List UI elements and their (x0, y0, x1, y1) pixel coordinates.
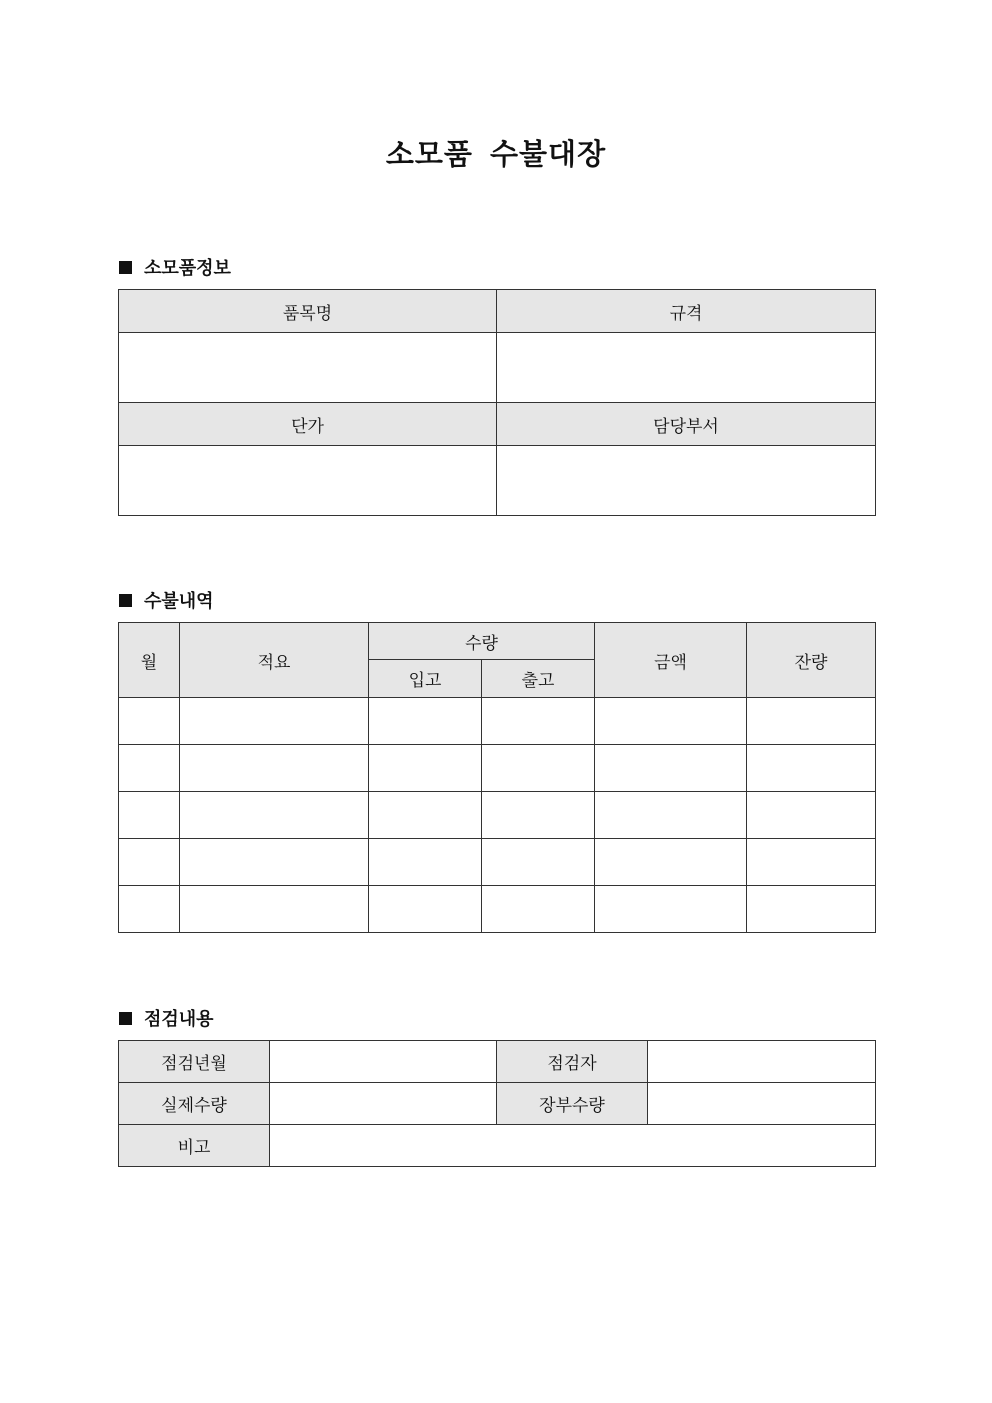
inspector-field[interactable] (648, 1041, 876, 1083)
amount-cell[interactable] (595, 886, 747, 933)
month-header: 월 (119, 623, 180, 698)
out-cell[interactable] (482, 745, 595, 792)
actual-qty-field[interactable] (270, 1083, 497, 1125)
section-heading-info (119, 254, 231, 280)
spec-field[interactable] (497, 333, 876, 403)
month-cell[interactable] (119, 792, 180, 839)
inspection-date-label: 점검년월 (119, 1041, 270, 1083)
document-title: 소모품 수불대장 (385, 137, 607, 171)
month-cell[interactable] (119, 745, 180, 792)
in-cell[interactable] (369, 886, 482, 933)
book-qty-label: 장부수량 (497, 1083, 648, 1125)
summary-cell[interactable] (180, 698, 369, 745)
section-heading-label: 소모품정보 (144, 258, 231, 279)
out-cell[interactable] (482, 792, 595, 839)
table-row (119, 745, 876, 792)
department-field[interactable] (497, 446, 876, 516)
summary-cell[interactable] (180, 886, 369, 933)
table-row (119, 839, 876, 886)
unit-price-field[interactable] (119, 446, 497, 516)
remarks-field[interactable] (270, 1125, 876, 1167)
month-cell[interactable] (119, 698, 180, 745)
info-table (118, 289, 876, 516)
out-header: 출고 (482, 660, 595, 698)
table-row (119, 792, 876, 839)
amount-header: 금액 (595, 623, 747, 698)
square-bullet-icon (119, 594, 132, 607)
in-header: 입고 (369, 660, 482, 698)
inspector-label: 점검자 (497, 1041, 648, 1083)
in-cell[interactable] (369, 792, 482, 839)
department-label: 담당부서 (497, 403, 876, 446)
inspection-table (118, 1040, 876, 1167)
amount-cell[interactable] (595, 792, 747, 839)
amount-cell[interactable] (595, 745, 747, 792)
actual-qty-label: 실제수량 (119, 1083, 270, 1125)
out-cell[interactable] (482, 886, 595, 933)
out-cell[interactable] (482, 839, 595, 886)
balance-cell[interactable] (747, 745, 876, 792)
item-name-field[interactable] (119, 333, 497, 403)
amount-cell[interactable] (595, 839, 747, 886)
unit-price-label: 단가 (119, 403, 497, 446)
balance-cell[interactable] (747, 886, 876, 933)
square-bullet-icon (119, 261, 132, 274)
spec-label: 규격 (497, 290, 876, 333)
summary-cell[interactable] (180, 792, 369, 839)
in-cell[interactable] (369, 745, 482, 792)
balance-cell[interactable] (747, 792, 876, 839)
inspection-date-field[interactable] (270, 1041, 497, 1083)
book-qty-field[interactable] (648, 1083, 876, 1125)
section-heading-label: 수불내역 (144, 591, 214, 612)
section-heading-label: 점검내용 (144, 1009, 214, 1030)
balance-cell[interactable] (747, 698, 876, 745)
amount-cell[interactable] (595, 698, 747, 745)
section-heading-ledger (119, 587, 214, 613)
summary-header: 적요 (180, 623, 369, 698)
balance-header: 잔량 (747, 623, 876, 698)
quantity-header: 수량 (369, 623, 595, 660)
section-heading-inspection (119, 1005, 214, 1031)
summary-cell[interactable] (180, 745, 369, 792)
in-cell[interactable] (369, 698, 482, 745)
ledger-table (118, 622, 876, 933)
square-bullet-icon (119, 1012, 132, 1025)
month-cell[interactable] (119, 886, 180, 933)
in-cell[interactable] (369, 839, 482, 886)
table-row (119, 698, 876, 745)
remarks-label: 비고 (119, 1125, 270, 1167)
item-name-label: 품목명 (119, 290, 497, 333)
out-cell[interactable] (482, 698, 595, 745)
balance-cell[interactable] (747, 839, 876, 886)
summary-cell[interactable] (180, 839, 369, 886)
month-cell[interactable] (119, 839, 180, 886)
table-row (119, 886, 876, 933)
